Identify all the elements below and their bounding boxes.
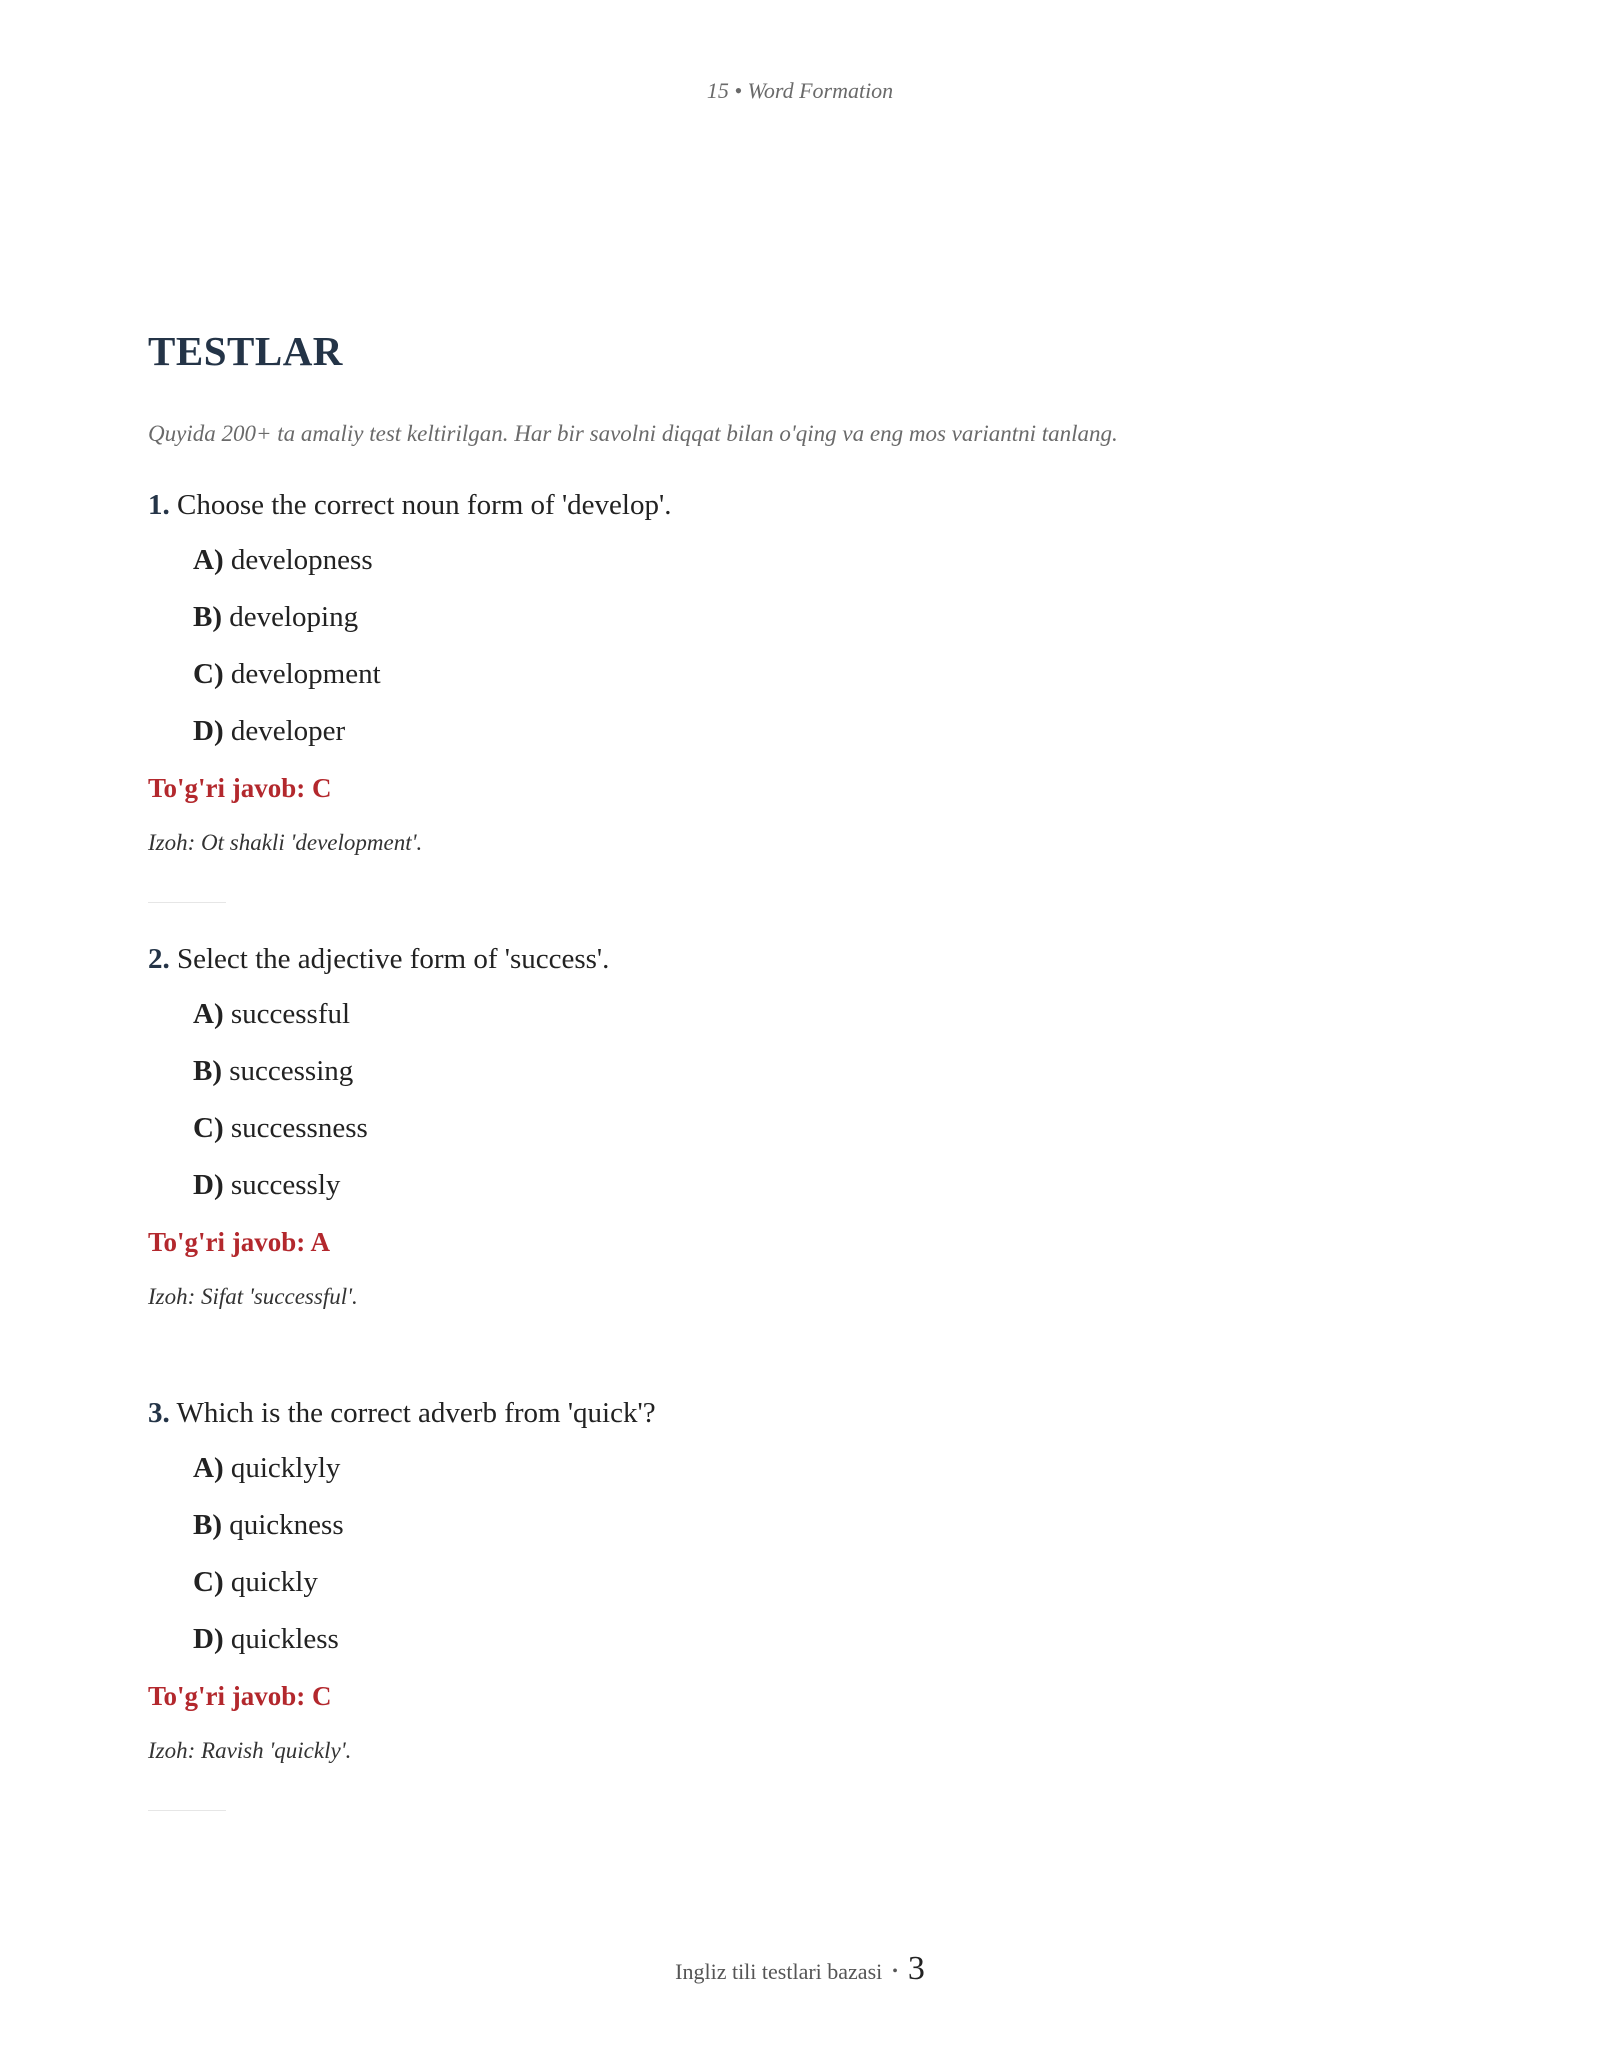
option-text: successly — [230, 1169, 341, 1201]
option-text: successness — [230, 1112, 368, 1144]
option-letter: D) — [193, 1169, 224, 1201]
divider — [148, 1810, 226, 1811]
option-text: quickness — [229, 1509, 344, 1541]
question-text — [148, 485, 1458, 525]
divider — [148, 902, 226, 903]
option-letter: C) — [193, 658, 224, 690]
option-text: quicklyly — [230, 1452, 341, 1484]
question-number: 2. — [148, 943, 170, 975]
option-c — [193, 1108, 1458, 1148]
option-d — [193, 711, 1458, 751]
footer-separator: • — [892, 1963, 898, 1980]
option-d — [193, 1619, 1458, 1659]
option-letter: B) — [193, 601, 222, 633]
explanation: Izoh: Ot shakli 'development'. — [148, 830, 423, 855]
page-number: 3 — [907, 1950, 925, 1987]
question-prompt: Choose the correct noun form of 'develop'. — [177, 489, 672, 521]
option-text: quickly — [230, 1566, 318, 1598]
option-c — [193, 1562, 1458, 1602]
page-footer — [0, 1950, 1600, 1988]
option-text: developing — [229, 601, 359, 633]
option-a — [193, 540, 1458, 580]
question-3 — [148, 1393, 1458, 1811]
option-letter: B) — [193, 1055, 222, 1087]
question-number: 3. — [148, 1397, 170, 1429]
footer-book-title: Ingliz tili testlari bazasi — [675, 1959, 883, 1984]
option-letter: D) — [193, 1623, 224, 1655]
section-intro: Quyida 200+ ta amaliy test keltirilgan. Har bir savolni diqqat bilan o'qing va eng mos variantni tanlang. — [148, 421, 1118, 446]
correct-answer: To'g'ri javob: A — [148, 1227, 331, 1257]
options-list — [148, 1448, 1458, 1659]
question-1 — [148, 485, 1458, 903]
question-prompt: Which is the correct adverb from 'quick'? — [176, 1397, 656, 1429]
option-letter: B) — [193, 1509, 222, 1541]
option-text: successful — [230, 998, 351, 1030]
option-b — [193, 1051, 1458, 1091]
correct-answer: To'g'ri javob: C — [148, 1681, 332, 1711]
option-text: development — [230, 658, 381, 690]
option-a — [193, 1448, 1458, 1488]
option-text: quickless — [230, 1623, 339, 1655]
option-letter: A) — [193, 998, 224, 1030]
question-text — [148, 939, 1458, 979]
option-letter: C) — [193, 1112, 224, 1144]
options-list — [148, 994, 1458, 1205]
options-list — [148, 540, 1458, 751]
question-number: 1. — [148, 489, 170, 521]
page-content — [148, 318, 1458, 1811]
option-text: successing — [229, 1055, 354, 1087]
explanation: Izoh: Ravish 'quickly'. — [148, 1738, 352, 1763]
option-letter: C) — [193, 1566, 224, 1598]
question-prompt: Select the adjective form of 'success'. — [177, 943, 610, 975]
option-b — [193, 1505, 1458, 1545]
running-header: 15 • Word Formation — [706, 78, 894, 103]
option-text: developness — [230, 544, 373, 576]
option-c — [193, 654, 1458, 694]
option-letter: A) — [193, 1452, 224, 1484]
option-text: developer — [230, 715, 346, 747]
section-title: TESTLAR — [148, 328, 343, 374]
correct-answer: To'g'ri javob: C — [148, 773, 332, 803]
spacer — [148, 1312, 1458, 1357]
option-letter: A) — [193, 544, 224, 576]
option-b — [193, 597, 1458, 637]
question-text — [148, 1393, 1458, 1433]
question-2 — [148, 939, 1458, 1357]
option-a — [193, 994, 1458, 1034]
option-d — [193, 1165, 1458, 1205]
explanation: Izoh: Sifat 'successful'. — [148, 1284, 358, 1309]
option-letter: D) — [193, 715, 224, 747]
